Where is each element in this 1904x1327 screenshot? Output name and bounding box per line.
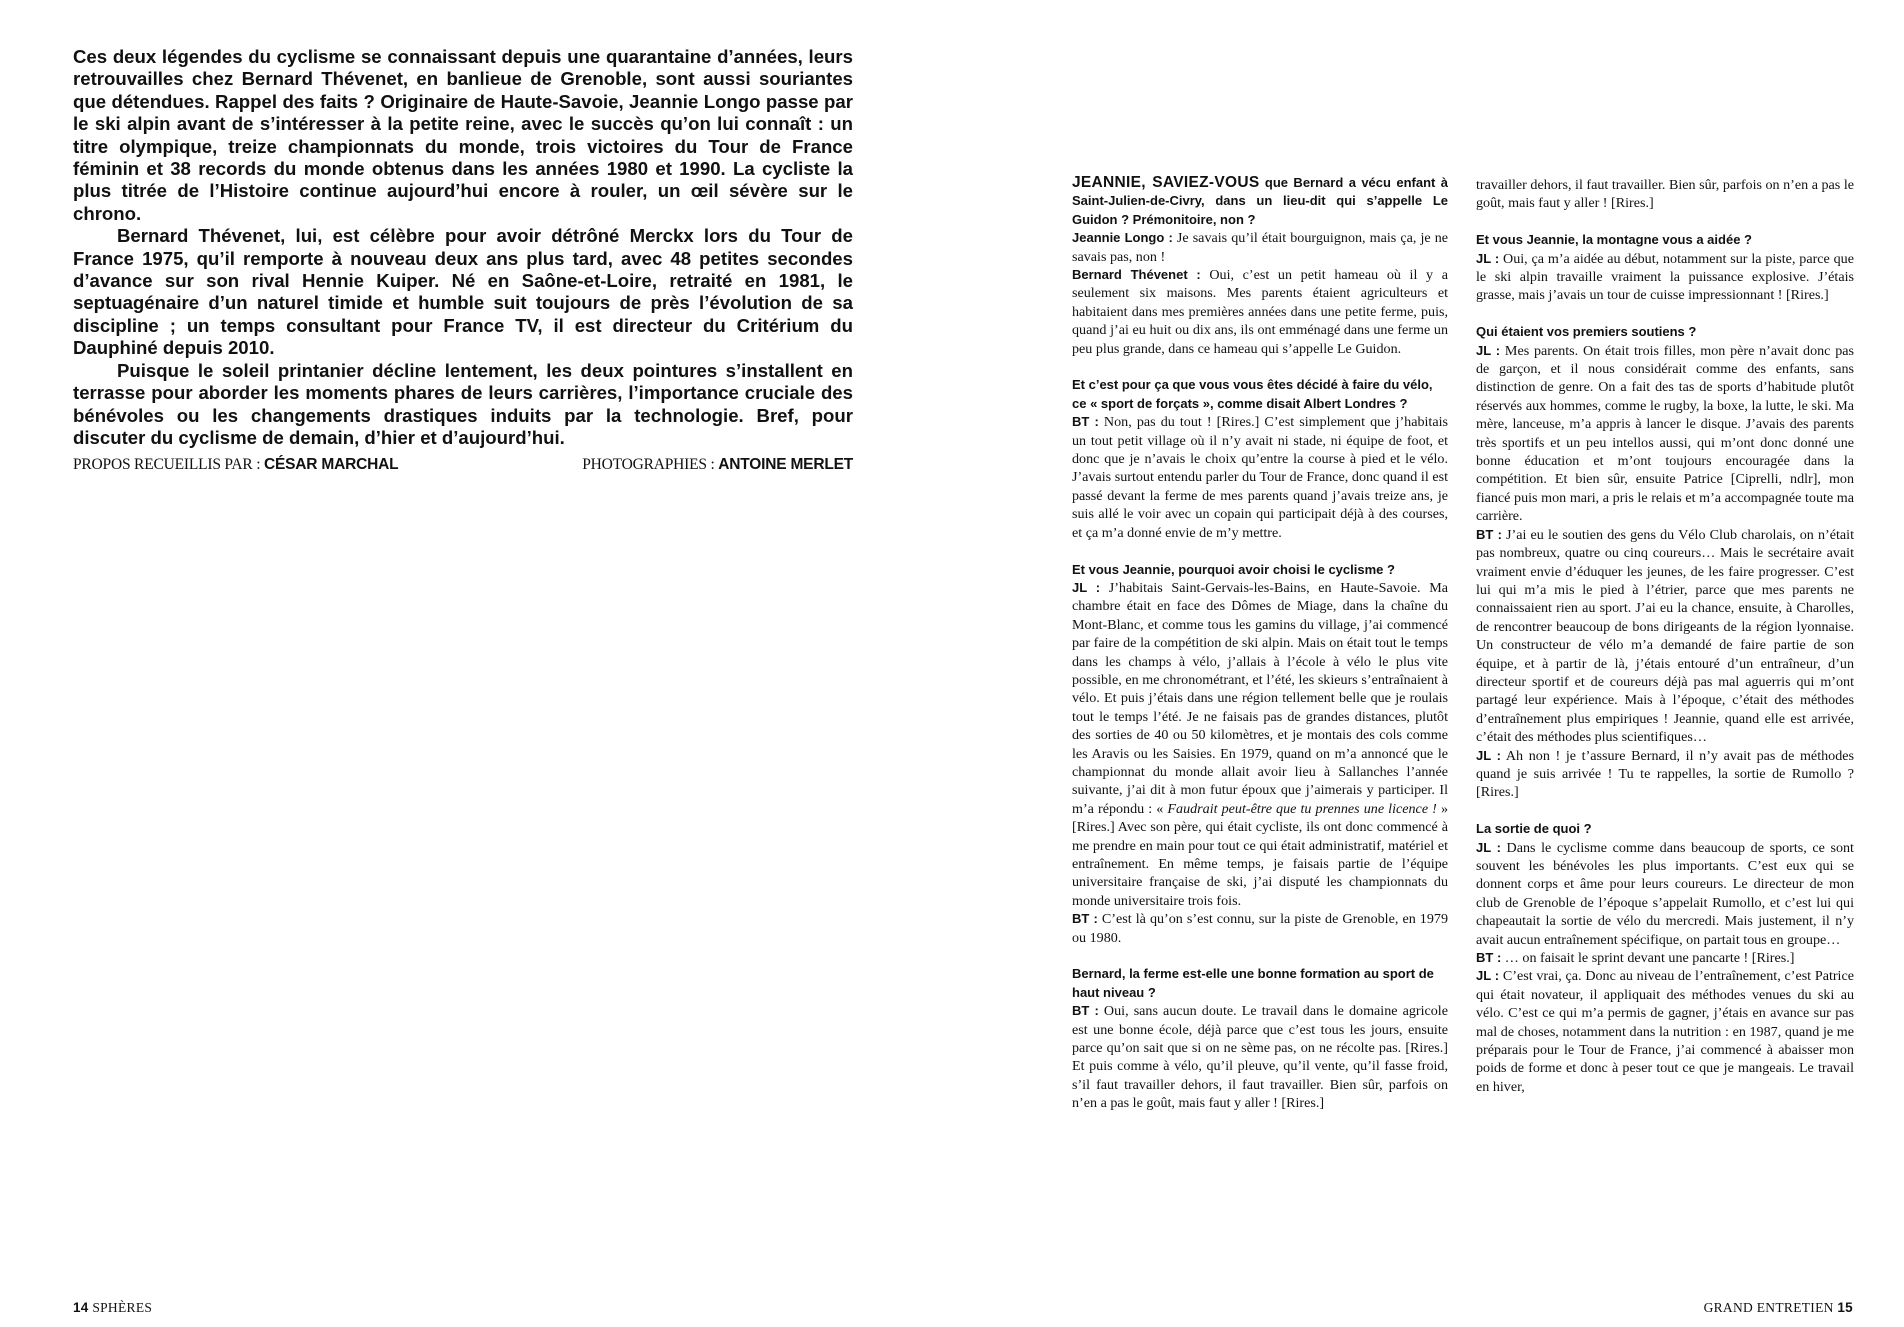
speaker-label: BT : — [1072, 911, 1098, 927]
answer-text: Dans le cyclisme comme dans beaucoup de sports, ce sont souvent les bénévoles les plus importants. C’est eux qui se donnent corps et âme pour leurs coureurs. Le directeur de mon club de Grenoble de l’époque s’appelait Rumollo, et c’est lui qui chapeautait la sortie de vélo du mercredi. Mais justement, il n’y avait aucun entraînement spécifique, on partait tous en groupe… — [1476, 839, 1854, 948]
answer — [1476, 839, 1854, 949]
interview-column-2 — [1476, 176, 1854, 1266]
speaker-label: BT : — [1476, 526, 1502, 542]
answer — [1476, 967, 1854, 1096]
answer — [1072, 1002, 1448, 1112]
section-label-left: SPHÈRES — [92, 1300, 153, 1315]
question-2: Et c’est pour ça que vous vous êtes décidé à faire du vélo, ce « sport de forçats », comme disait Albert Londres ? — [1072, 377, 1433, 411]
answer-text: Non, pas du tout ! [Rires.] C’est simplement que j’habitais un tout petit village où il n’y avait ni stade, ni équipe de foot, et donc que je n’avais le choix qu’entre la course à pied et le vélo. J’avais surtout entendu parler du Tour de France, donc quand il est passé devant la ferme de mes parents quand j’avais treize ans, je suis allé le voir avec un copain qui participait déjà à des courses, et ça m’a donné envie de m’y mettre. — [1072, 414, 1448, 541]
speaker-label: BT : — [1072, 414, 1099, 430]
answer-text: J’habitais Saint-Gervais-les-Bains, en Haute-Savoie. Ma chambre était en face des Dômes de Miage, dans la chaîne du Mont-Blanc, et comme tous les gamins du village, j’ai commencé par faire de la compétition de ski alpin. Mais on était tout le temps dans les champs à vélo, j’allais à l’école à vélo le plus vite possible, en me chronométrant, et l’été, les skieurs s’entraînaient à vélo. Et puis j’étais dans une région tellement belle que je roulais tout le temps l’été. Je ne faisais pas de grandes distances, plutôt des sorties de 40 ou 50 kilomètres, et je montais des cols comme les Aravis ou les Saisies. En 1979, quand on m’a annoncé que le championnat du monde allait avoir lieu à Sallanches l’année suivante, j’ai dit à mon futur époux que j’aimerais y participer. Il m’a répondu : « — [1072, 579, 1448, 817]
speaker-label: JL : — [1476, 250, 1500, 266]
question-7: La sortie de quoi ? — [1476, 821, 1592, 837]
answer — [1072, 910, 1448, 947]
question-1-text: que Bernard a vécu enfant à Saint-Julien-de-Civry, dans un lieu-dit qui s’appelle Le Guidon ? Prémonitoire, non ? — [1072, 175, 1448, 227]
folio-right — [1704, 1300, 1853, 1316]
answer-quote: Faudrait peut-être que tu prennes une licence ! — [1167, 800, 1437, 817]
interview-credit — [73, 456, 398, 474]
speaker-label: JL : — [1476, 839, 1501, 855]
answer-text: » [Rires.] Avec son père, qui était cycliste, ils ont donc commencé à me prendre en main pour tout ce qui était administratif, matériel et entraînement. En même temps, je faisais partie de l’équipe universitaire française de ski, j’ai disputé les championnats du monde universitaire trois fois. — [1072, 800, 1448, 909]
speaker-label: JL : — [1476, 968, 1500, 984]
question-3: Et vous Jeannie, pourquoi avoir choisi le cyclisme ? — [1072, 561, 1395, 577]
answer — [1072, 229, 1448, 266]
question-6: Qui étaient vos premiers soutiens ? — [1476, 324, 1697, 340]
answer — [1476, 250, 1854, 305]
speaker-label: JL : — [1476, 747, 1501, 763]
answer-text: Mes parents. On était trois filles, mon père n’avait donc pas de garçon, et il nous considérait comme des enfants, sans distinction de genre. On a fait des tas de sports d’habitude plutôt réservés aux hommes, comme le rugby, la boxe, la lutte, le ski. Ma mère, lanceuse, m’a appris à lancer le disque. J’avais des parents très sportifs et un peu intellos aussi, qui m’ont donc donné une bonne éducation et m’ont toujours encouragée dans la compétition. Et bien sûr, ensuite Patrice [Ciprelli, ndlr], mon fiancé puis mon mari, a pris le relais et m’a accompagnée toute ma carrière. — [1476, 342, 1854, 525]
page-number-right: 15 — [1837, 1300, 1853, 1315]
answer-continued — [1476, 176, 1854, 213]
section-label-right: GRAND ENTRETIEN — [1703, 1300, 1834, 1315]
answer — [1072, 413, 1448, 542]
photo-credit — [582, 456, 853, 474]
page-number-left: 14 — [73, 1300, 89, 1315]
interview-column-1 — [1072, 174, 1448, 1264]
interview-credit-name: CÉSAR MARCHAL — [264, 456, 399, 473]
speaker-label: Jeannie Longo : — [1072, 230, 1173, 246]
answer-text: C’est vrai, ça. Donc au niveau de l’entraînement, c’est Patrice qui était novateur, il appliquait des méthodes venues du ski au vélo. C’est ce qui m’a permis de gagner, j’étais en avance sur pas mal de choses, notamment dans la nutrition : en 1987, quand je me préparais pour le Tour de France, j’ai commencé à abaisser mon poids de forme et donc à peser tout ce que je mangeais. Le travail en hiver, — [1476, 968, 1854, 1095]
answer-text: J’ai eu le soutien des gens du Vélo Club charolais, on n’était pas nombreux, quatre ou cinq coureurs… Mais le secrétaire avait vraiment envie d’éduquer les jeunes, de les faire progresser. C’est lui qui m’a mis le pied à l’étrier, parce que mes parents ne connaissaient rien au sport. J’ai eu la chance, ensuite, à Charolles, de rencontrer beaucoup de bons dirigeants de la région lyonnaise. Un constructeur de vélo m’a demandé de faire partie de son équipe, et à partir de là, j’étais entouré d’un entraîneur, d’un directeur sportif et de coureurs déjà pas mal aguerris qui m’ont partagé leur expérience. Mais à l’époque, c’était des méthodes d’entraînement plus empiriques ! Jeannie, quand elle est arrivée, c’était des méthodes plus scientifiques… — [1476, 526, 1854, 746]
answer — [1072, 579, 1448, 910]
speaker-label: Bernard Thévenet : — [1072, 267, 1201, 283]
question-1 — [1072, 174, 1448, 229]
question-5: Et vous Jeannie, la montagne vous a aidée ? — [1476, 232, 1752, 248]
answer-text: Oui, sans aucun doute. Le travail dans le domaine agricole est une bonne école, déjà parce que c’est tous les jours, ensuite parce qu’on sait que si on ne sème pas, on ne récolte pas. [Rires.] Et puis comme à vélo, qu’il pleuve, qu’il vente, qu’il fasse froid, s’il faut travailler dehors, il faut travailler. Bien sûr, parfois on n’en a pas le goût, mais faut y aller ! [Rires.] — [1072, 1003, 1448, 1112]
answer — [1476, 342, 1854, 526]
answer — [1476, 526, 1854, 747]
folio-left — [73, 1300, 152, 1316]
answer — [1072, 266, 1448, 358]
answer-text: travailler dehors, il faut travailler. Bien sûr, parfois on n’en a pas le goût, mais faut y aller ! [Rires.] — [1476, 177, 1854, 212]
intro-text — [73, 46, 853, 449]
answer-text: Oui, c’est un petit hameau où il y a seulement six maisons. Mes parents étaient agriculteurs et habitaient dans mes premières années dans une petite ferme, puis, quand j’ai eu huit ou dix ans, ils ont emménagé dans une ferme un peu plus grande, dans ce hameau qui s’appelle Le Guidon. — [1072, 267, 1448, 357]
interview-credit-label: PROPOS RECUEILLIS PAR : — [73, 456, 261, 473]
speaker-label: BT : — [1072, 1003, 1099, 1019]
answer-text: Oui, ça m’a aidée au début, notamment sur la piste, parce que le ski alpin travaille vraiment la puissance explosive. J’étais grasse, mais j’avais un tour de cuisse impressionnant ! [Rires.] — [1476, 250, 1854, 304]
answer-text: … on faisait le sprint devant une pancarte ! [Rires.] — [1501, 950, 1795, 967]
question-1-lead: JEANNIE, SAVIEZ-VOUS — [1072, 174, 1260, 191]
intro-paragraph-3: Puisque le soleil printanier décline lentement, les deux pointures s’installent en terrasse pour aborder les moments phares de leurs carrières, l’importance cruciale des bénévoles ou les changements drastiques induits par la technologie. Bref, pour discuter du cyclisme de demain, d’hier et d’aujourd’hui. — [73, 359, 853, 448]
answer — [1476, 949, 1854, 967]
answer-text: C’est là qu’on s’est connu, sur la piste de Grenoble, en 1979 ou 1980. — [1072, 911, 1448, 946]
column-2-flow — [1476, 176, 1854, 1096]
answer — [1476, 747, 1854, 802]
answer-text: Ah non ! je t’assure Bernard, il n’y avait pas de méthodes quand je suis arrivée ! Tu te rappelles, la sortie de Rumollo ? [Rires.] — [1476, 747, 1854, 801]
credits — [73, 456, 853, 474]
intro-paragraph-1: Ces deux légendes du cyclisme se connaissant depuis une quarantaine d’années, leurs retrouvailles chez Bernard Thévenet, en banlieue de Grenoble, sont aussi souriantes que détendues. Rappel des faits ? Originaire de Haute-Savoie, Jeannie Longo passe par le ski alpin avant de s’intéresser à la petite reine, avec le succès qu’on lui connaît : un titre olympique, treize championnats du monde, trois victoires du Tour de France féminin et 38 records du monde obtenus dans les années 1980 et 1990. La cycliste la plus titrée de l’Histoire continue aujourd’hui encore à rouler, un œil sévère sur le chrono. — [73, 46, 853, 224]
speaker-label: BT : — [1476, 950, 1502, 966]
intro-paragraph-2: Bernard Thévenet, lui, est célèbre pour avoir détrôné Merckx lors du Tour de France 1975, qu’il remporte à nouveau deux ans plus tard, avec 48 petites secondes d’avance sur son rival Hennie Kuiper. Né en Saône-et-Loire, retraité en 1981, le septuagénaire d’un naturel timide et humble suit toujours de près l’évolution de sa discipline ; un temps consultant pour France TV, il est directeur du Critérium du Dauphiné depuis 2010. — [73, 225, 853, 359]
answer-text: Je savais qu’il était bourguignon, mais ça, je ne savais pas, non ! — [1072, 230, 1448, 265]
speaker-label: JL : — [1072, 579, 1101, 595]
speaker-label: JL : — [1476, 342, 1501, 358]
photo-credit-label: PHOTOGRAPHIES : — [582, 456, 715, 473]
question-4: Bernard, la ferme est-elle une bonne formation au sport de haut niveau ? — [1072, 966, 1434, 1000]
photo-credit-name: ANTOINE MERLET — [718, 456, 853, 473]
